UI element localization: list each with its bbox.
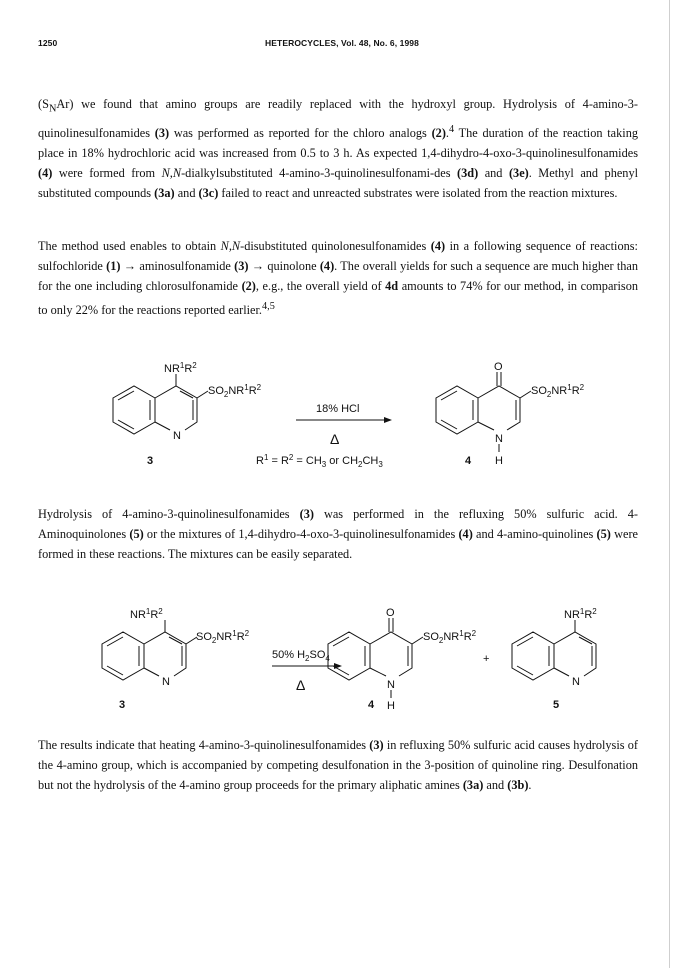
ring-nitrogen-right: N bbox=[495, 433, 503, 445]
scheme-2-drawing bbox=[0, 600, 684, 715]
scheme-1-reagent: 18% HCl bbox=[316, 403, 360, 415]
running-title: HETEROCYCLES, Vol. 48, No. 6, 1998 bbox=[265, 38, 419, 48]
reaction-scheme-2 bbox=[0, 600, 684, 715]
so2nr-label-left: $SO_2NR^1R^2$ bbox=[208, 383, 262, 399]
compound-3-label: 3 bbox=[119, 699, 126, 711]
nr1r2-label-left: $NR^1R^2$ bbox=[130, 607, 163, 621]
paragraph-1: $(S_NAr)$ we found that amino groups are readily replaced with the hydroxyl group. Hydrolysis of 4-amino-3-quinolinesulfonamides (3) was performed as reported for the chloro analogs (2).$^4$ The duration of the reaction taking place in 18% hydrochloric acid was increased from 0.5 to 3 h. As expected 1,4-dihydro-4-oxo-3-quinolinesulfonamides (4) were formed from N,N-dialkylsubstituted 4-amino-3-quinolinesulfonami-des (3d) and (3e). Methyl and phenyl substituted compounds (3a) and (3c) failed to react and unreacted substrates were isolated from the reaction mixtures. bbox=[38, 97, 639, 201]
nh-hydrogen: H bbox=[387, 700, 395, 712]
page-number: 1250 bbox=[38, 38, 58, 48]
scheme-1-arrowhead bbox=[384, 417, 392, 423]
ring-nitrogen-left: N bbox=[173, 430, 181, 442]
ring-nitrogen-middle: N bbox=[387, 679, 395, 691]
page-edge-line bbox=[669, 0, 670, 968]
scheme-2-heat: Δ bbox=[296, 677, 306, 693]
reaction-scheme-1 bbox=[0, 360, 684, 480]
scheme-1-drawing bbox=[0, 360, 684, 480]
so2nr-label-left: $SO_2NR^1R^2$ bbox=[196, 629, 250, 645]
carbonyl-oxygen: O bbox=[386, 607, 395, 619]
compound-4-label: 4 bbox=[465, 455, 472, 467]
carbonyl-oxygen: O bbox=[494, 361, 503, 373]
scheme-2-reagent: 50% $H_2SO_4$ bbox=[272, 649, 330, 663]
ring-nitrogen-left: N bbox=[162, 676, 170, 688]
paragraph-3: Hydrolysis of 4-amino-3-quinolinesulfonamides (3) was performed in the refluxing 50% sulfuric acid. 4-Aminoquinolones (5) or the mixtures of 1,4-dihydro-4-oxo-3-quinolinesulfonamides (4) and 4-amino-quinolines (5) were formed in these reactions. The mixtures can be easily separated. bbox=[38, 507, 639, 562]
nh-hydrogen: H bbox=[495, 455, 503, 467]
plus-sign: + bbox=[483, 653, 490, 665]
so2nr-label-right: $SO_2NR^1R^2$ bbox=[531, 383, 585, 399]
compound-3-label: 3 bbox=[147, 455, 154, 467]
benzo-ring bbox=[113, 386, 155, 434]
paragraph-4: The results indicate that heating 4-amino-3-quinolinesulfonamides (3) in refluxing 50% sulfuric acid causes hydrolysis of the 4-amino group, which is accompanied by competing desulfonation in the 3-position of quinoline ring. Desulfonation but not the hydrolysis of the 4-amino group proceeds for the primary aliphatic amines (3a) and (3b). bbox=[38, 738, 638, 793]
compound-5-label: 5 bbox=[553, 699, 560, 711]
nr1r2-label-left: $NR^1R^2$ bbox=[164, 361, 197, 375]
paragraph-2: The method used enables to obtain N,N-disubstituted quinolonesulfonamides (4) in a following sequence of reactions: sulfochloride (1) → aminosulfonamide (3) → quinolone (4). The overall yields for such a sequence are much higher than for the one including chlorosulfonamide (2), e.g., the overall yield of 4d amounts to 74% for our method, in comparison to only 22% for the reactions reported earlier.$^{4,5}$ bbox=[38, 239, 639, 317]
ring-nitrogen-right: N bbox=[572, 676, 580, 688]
compound-4-label: 4 bbox=[368, 699, 375, 711]
scheme-1-heat: Δ bbox=[330, 431, 340, 447]
so2nr-label-middle: $SO_2NR^1R^2$ bbox=[423, 629, 477, 645]
scheme-2-arrowhead bbox=[334, 663, 342, 669]
r-definition: $R^1 = R^2 = CH_3$ or $CH_2CH_3$ bbox=[256, 453, 383, 469]
nr1r2-label-right: $NR^1R^2$ bbox=[564, 607, 597, 621]
running-header bbox=[38, 38, 646, 52]
